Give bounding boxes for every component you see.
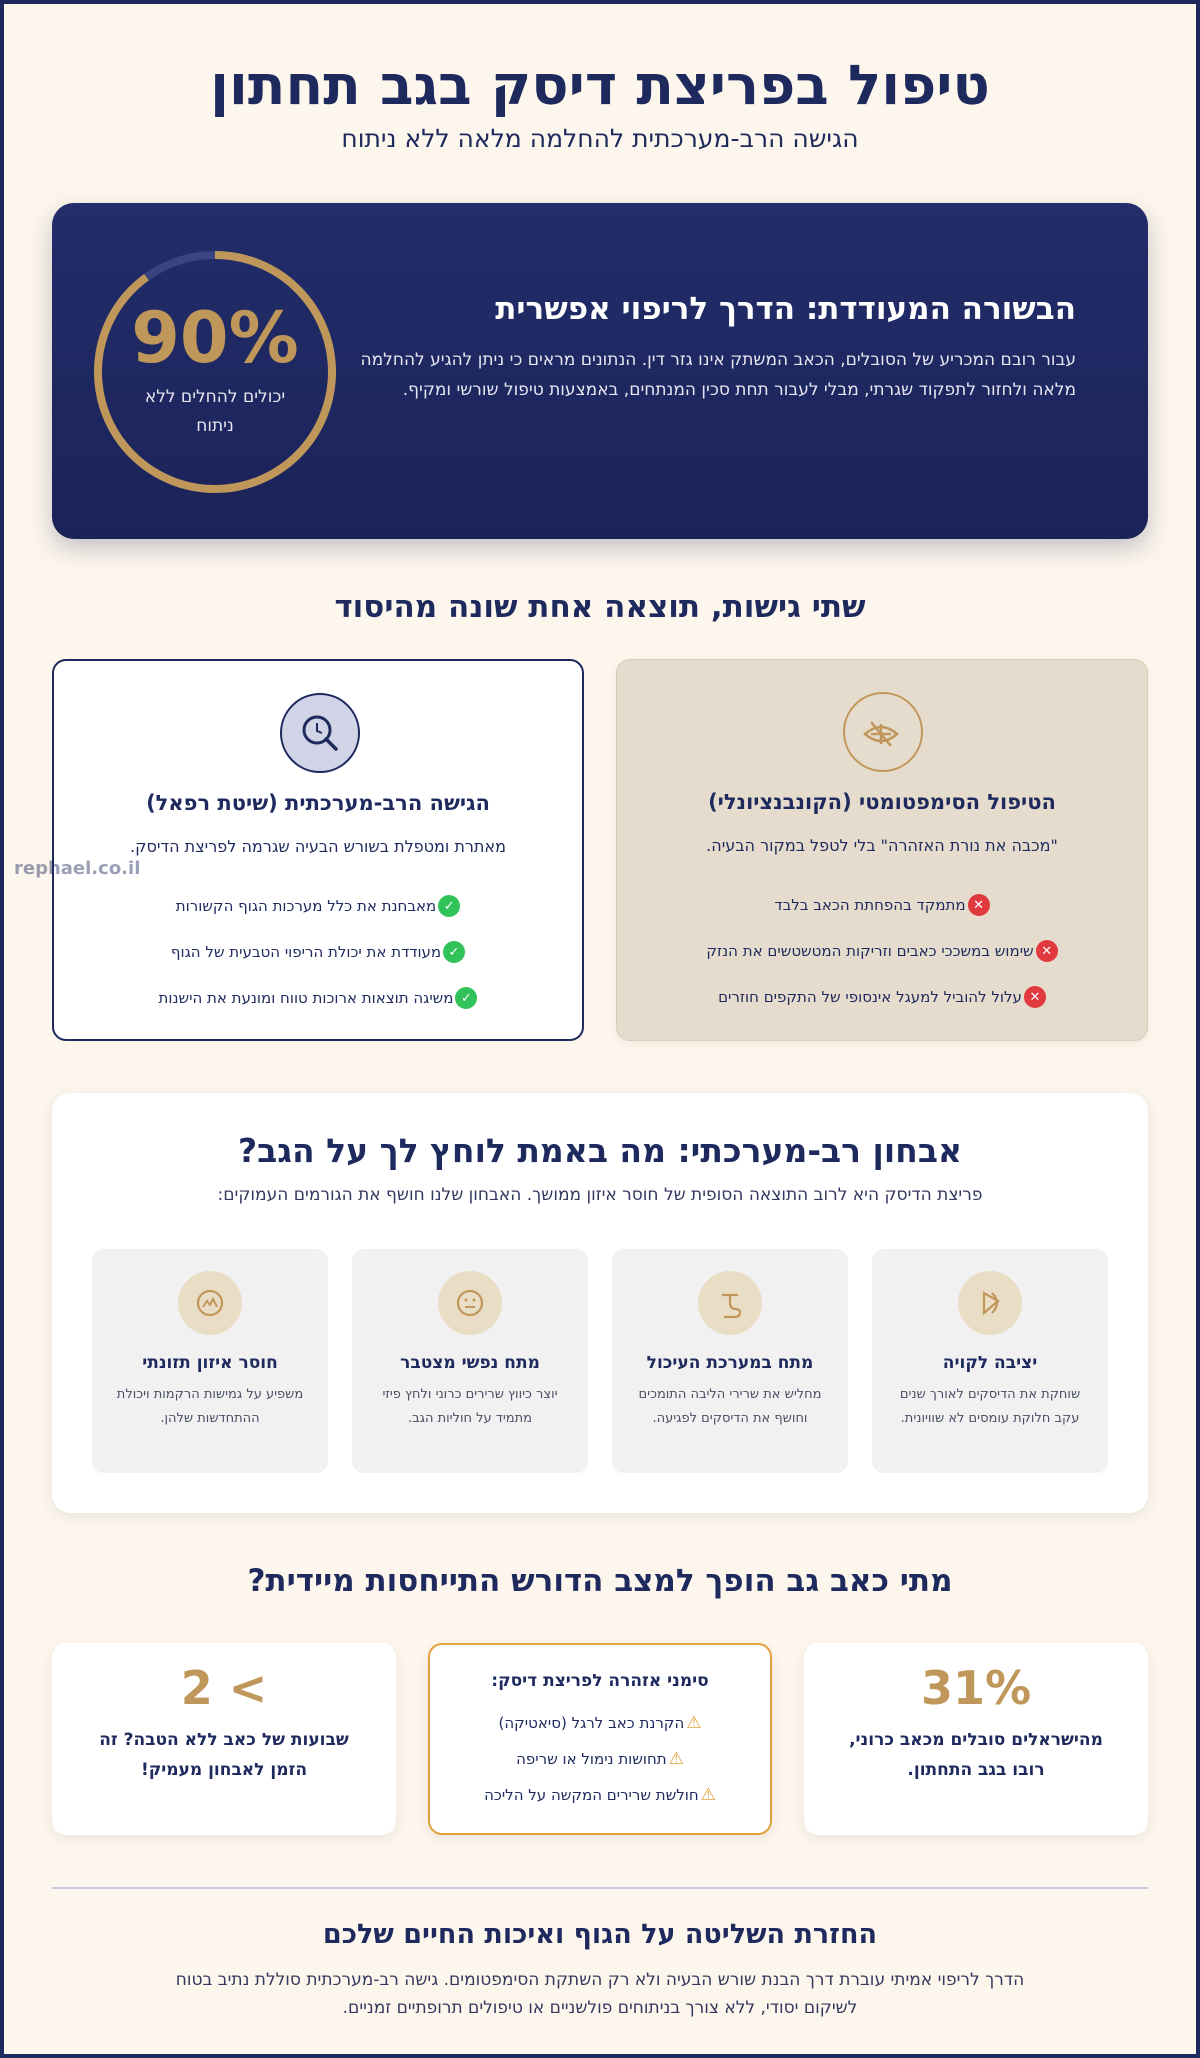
factor-title: מתח נפשי מצטבר bbox=[400, 1353, 540, 1373]
nutrition-icon bbox=[178, 1271, 242, 1335]
compare-title: שתי גישות, תוצאה אחת שונה מהיסוד bbox=[334, 589, 866, 625]
eye-icon bbox=[843, 692, 923, 772]
page-title: טיפול בפריצת דיסק בגב תחתון bbox=[210, 53, 990, 117]
stat-card bbox=[804, 1643, 1148, 1835]
digestion-icon bbox=[698, 1271, 762, 1335]
weeks-value: 2 < bbox=[180, 1661, 268, 1715]
cross-icon: ✕ bbox=[1024, 986, 1046, 1008]
list-item: ✓ מעודדת את יכולת הריפוי הטבעית של הגוף bbox=[54, 929, 582, 975]
hero-heading: הבשורה המעודדת: הדרך לריפוי אפשרית bbox=[495, 291, 1076, 327]
factor-desc: שוחקת את הדיסקים לאורך שנים עקב חלוקת עומסים לא שוויונית. bbox=[899, 1387, 1081, 1426]
magnifier-icon bbox=[280, 693, 360, 773]
multisystem-title: הגישה הרב-מערכתית (שיטת רפאל) bbox=[146, 791, 490, 815]
conventional-card bbox=[616, 659, 1148, 1041]
warning-icon: ⚠ bbox=[686, 1713, 702, 1733]
list-item: ✕ שימוש במשככי כאבים וזריקות המטשטשים את הנזק bbox=[617, 928, 1147, 974]
warning-icon: ⚠ bbox=[700, 1785, 716, 1805]
list-item: ⚠ הקרנת כאב לרגל (סיאטיקה) bbox=[498, 1713, 702, 1733]
factor-desc: מחליש את שרירי הליבה התומכים וחושף את הדיסקים לפגיעה. bbox=[638, 1387, 822, 1426]
hero-body: עבור רובם המכריע של הסובלים, הכאב המשתק אינו גזר דין. הנתונים מראים כי ניתן להגיע להחלמה מלאה ולחזור לתפקוד שגרתי, מבלי לעבור תחת סכין המנתחים, באמצעות טיפול שורשי ומקיף. bbox=[360, 350, 1076, 400]
factor-desc: יוצר כיווץ שרירים כרוני ולחץ פיזי מתמיד על חוליות הגב. bbox=[382, 1387, 558, 1426]
stat-text: מהישראלים סובלים מכאב כרוני, רובו בגב התחתון. bbox=[849, 1730, 1103, 1780]
check-icon: ✓ bbox=[443, 941, 465, 963]
conventional-desc: "מכבה את נורת האזהרה" בלי לטפל במקור הבעיה. bbox=[706, 836, 1058, 855]
recovery-label: יכולים להחלים ללא ניתוח bbox=[144, 387, 286, 436]
page bbox=[52, 0, 1148, 2022]
warning-list bbox=[430, 1705, 770, 1813]
list-item: ✓ מאבחנת את כלל מערכות הגוף הקשורות bbox=[54, 883, 582, 929]
conventional-title: הטיפול הסימפטומטי (הקונבנציונלי) bbox=[708, 790, 1056, 814]
posture-icon bbox=[958, 1271, 1022, 1335]
multisystem-list bbox=[54, 883, 582, 1021]
diagnosis-panel bbox=[52, 1093, 1148, 1513]
diagnosis-title: אבחון רב-מערכתי: מה באמת לוחץ לך על הגב? bbox=[237, 1131, 963, 1170]
watermark: rephael.co.il bbox=[14, 858, 141, 879]
weeks-text: שבועות של כאב ללא הטבה? זה הזמן לאבחון מעמיק! bbox=[99, 1730, 349, 1780]
factor-card-digestion bbox=[612, 1249, 848, 1473]
multisystem-card bbox=[52, 659, 584, 1041]
stat-value: 31% bbox=[920, 1661, 1032, 1715]
factor-desc: משפיע על גמישות הרקמות ויכולת ההתחדשות שלהן. bbox=[116, 1387, 304, 1426]
hero-banner bbox=[52, 203, 1148, 539]
warning-title: סימני אזהרה לפריצת דיסק: bbox=[491, 1671, 709, 1691]
list-item: ✓ משיגה תוצאות ארוכות טווח ומונעת את הישנות bbox=[54, 975, 582, 1021]
footer-title: החזרת השליטה על הגוף ואיכות החיים שלכם bbox=[322, 1919, 878, 1950]
check-icon: ✓ bbox=[438, 895, 460, 917]
footer-text: הדרך לריפוי אמיתי עוברת דרך הבנת שורש הבעיה ולא רק השתקת הסימפטומים. גישה רב-מערכתית סוללת נתיב בטוח לשיקום יסודי, ללא צורך בניתוחים פולשניים או טיפולים תרופתיים זמניים. bbox=[175, 1970, 1025, 2018]
stress-face-icon bbox=[438, 1271, 502, 1335]
weeks-card bbox=[52, 1643, 396, 1835]
factor-title: יציבה לקויה bbox=[942, 1353, 1038, 1373]
recovery-percent: 90% bbox=[131, 297, 299, 379]
cross-icon: ✕ bbox=[1036, 940, 1058, 962]
when-title: מתי כאב גב הופך למצב הדורש התייחסות מיידית? bbox=[247, 1563, 953, 1599]
warning-card bbox=[428, 1643, 772, 1835]
diagnosis-subtitle: פריצת הדיסק היא לרוב התוצאה הסופית של חוסר איזון ממושך. האבחון שלנו חושף את הגורמים העמוקים: bbox=[217, 1185, 983, 1205]
list-item: ⚠ חולשת שרירים המקשה על הליכה bbox=[484, 1785, 716, 1805]
check-icon: ✓ bbox=[455, 987, 477, 1009]
factor-title: מתח במערכת העיכול bbox=[646, 1353, 814, 1373]
list-item: ✕ מתמקד בהפחתת הכאב בלבד bbox=[617, 882, 1147, 928]
factor-title: חוסר איזון תזונתי bbox=[142, 1353, 278, 1373]
list-item: ✕ עלול להוביל למעגל אינסופי של התקפים חוזרים bbox=[617, 974, 1147, 1020]
compare-cards bbox=[52, 659, 1148, 1043]
warning-icon: ⚠ bbox=[668, 1749, 684, 1769]
factor-card-stress bbox=[352, 1249, 588, 1473]
hero-text bbox=[336, 291, 1076, 405]
cross-icon: ✕ bbox=[968, 894, 990, 916]
page-subtitle: הגישה הרב-מערכתית להחלמה מלאה ללא ניתוח bbox=[341, 124, 859, 153]
list-item: ⚠ תחושות נימול או שריפה bbox=[516, 1749, 684, 1769]
factor-card-posture bbox=[872, 1249, 1108, 1473]
conventional-list bbox=[617, 882, 1147, 1020]
factor-card-nutrition bbox=[92, 1249, 328, 1473]
divider bbox=[52, 1887, 1148, 1889]
multisystem-desc: מאתרת ומטפלת בשורש הבעיה שגרמה לפריצת הדיסק. bbox=[130, 837, 506, 856]
when-cards bbox=[52, 1643, 1148, 1839]
